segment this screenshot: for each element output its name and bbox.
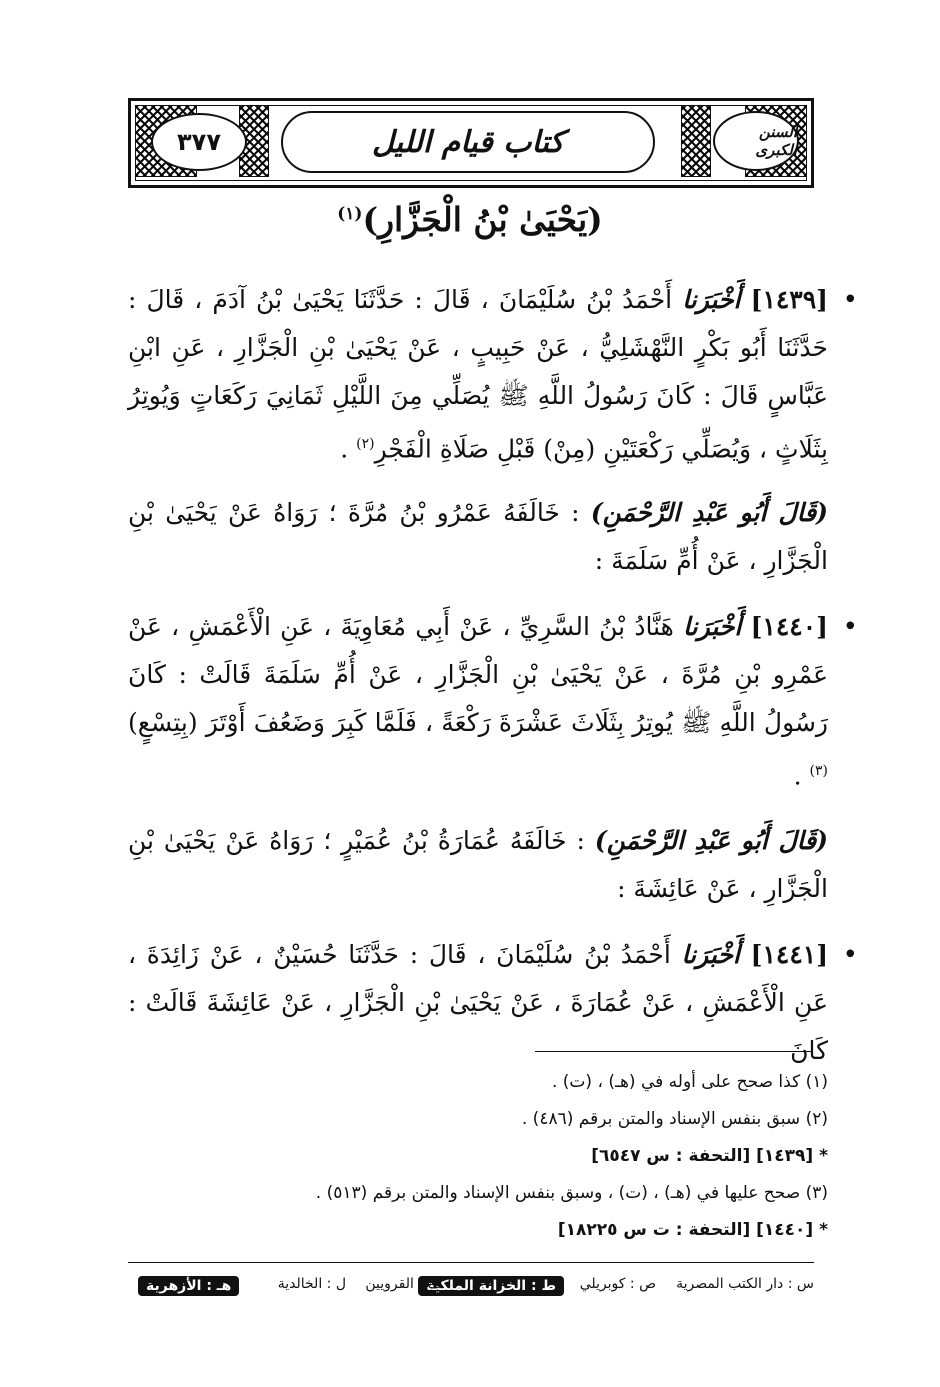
- bullet-icon: •: [842, 612, 858, 643]
- ornament-mid-right-icon: [681, 105, 711, 177]
- hadith-number: [١٤٤٠]: [750, 612, 828, 642]
- remark-label: (قَالَ أَبُو عَبْدِ الرَّحْمَنِ): [590, 498, 828, 528]
- hadith-remark: [128, 489, 828, 585]
- hadith-number: [١٤٣٩]: [750, 285, 828, 314]
- tuhfa-reference: * [١٤٣٩] [التحفة : س ٦٥٤٧]: [591, 1146, 828, 1166]
- book-title: كتاب قيام الليل: [281, 111, 655, 173]
- legend-divider: [128, 1262, 814, 1263]
- legend-item: ل : الخالدية: [277, 1276, 346, 1292]
- tuhfa-reference: * [١٤٤٠] [التحفة : ت س ١٨٢٢٥]: [557, 1220, 828, 1240]
- legend-item-highlighted: ط : الخزانة الملكية: [418, 1276, 564, 1296]
- footnote: (٣) صحح عليها في (هـ) ، (ت) ، وسبق بنفس الإسناد والمتن برقم (٥١٣) .: [315, 1183, 828, 1203]
- remark-label: (قَالَ أَبُو عَبْدِ الرَّحْمَنِ): [594, 825, 828, 855]
- hadith-body: [128, 276, 858, 1075]
- hadith-text: هَنَّادُ بْنُ السَّرِيِّ ، عَنْ أَبِي مُعَاوِيَةَ ، عَنِ الْأَعْمَشِ ، عَنْ عَمْرِو بْنِ مُرَّةَ ، عَنْ يَحْيَىٰ بْنِ الْجَزَّارِ ، عَنْ أُمِّ سَلَمَةَ قَالَتْ : كَانَ رَسُولُ اللَّهِ ﷺ يُوتِرُ بِثَلَاثَ عَشْرَةَ رَكْعَةً ، فَلَمَّا كَبِرَ وَضَعُفَ أَوْتَرَ (بِتِسْعٍ): [128, 612, 828, 738]
- chapter-footnote-ref: (١): [337, 204, 363, 224]
- hadith-footnote-ref: (٢): [356, 436, 375, 452]
- hadith-text: أَحْمَدُ بْنُ سُلَيْمَانَ ، قَالَ : حَدَّثَنَا يَحْيَىٰ بْنُ آدَمَ ، قَالَ : حَدَّثَنَا أَبُو بَكْرٍ النَّهْشَلِيُّ ، عَنْ حَبِيبٍ ، عَنْ يَحْيَىٰ بْنِ الْجَزَّارِ ، عَنِ ابْنِ عَبَّاسٍ قَالَ : كَانَ رَسُولُ اللَّهِ ﷺ يُصَلِّي مِنَ اللَّيْلِ ثَمَانِيَ رَكَعَاتٍ وَيُوتِرُ بِثَلَاثٍ ، وَيُصَلِّي رَكْعَتَيْنِ (مِنْ) قَبْلِ صَلَاةِ الْفَجْرِ: [128, 285, 828, 464]
- hadith-entry: [128, 931, 858, 1075]
- hadith-text: أَحْمَدُ بْنُ سُلَيْمَانَ ، قَالَ : حَدَّثَنَا حُسَيْنٌ ، عَنْ زَائِدَةَ ، عَنِ الْأَعْمَشِ ، عَنْ عُمَارَةَ ، عَنْ يَحْيَىٰ بْنِ الْجَزَّارِ ، عَنْ عَائِشَةَ قَالَتْ : كَانَ: [128, 939, 828, 1065]
- hadith-entry: • [١٤٤٠] أَخْبَرَنا هَنَّادُ بْنُ السَّرِيِّ ، عَنْ أَبِي مُعَاوِيَةَ ، عَنِ الْأَعْمَشِ ، عَنْ عَمْرِو بْنِ مُرَّةَ ، عَنْ يَحْيَىٰ بْنِ الْجَزَّارِ ، عَنْ أُمِّ سَلَمَةَ قَالَتْ : كَانَ رَسُولُ اللَّهِ ﷺ يُوتِرُ بِثَلَاثَ عَشْرَةَ رَكْعَةً ، فَلَمَّا كَبِرَ وَضَعُفَ أَوْتَرَ (بِتِسْعٍ)$^{(٣)}$ .: [128, 603, 828, 800]
- legend-item-highlighted: هـ : الأزهرية: [138, 1276, 239, 1296]
- footnote: (١) كذا صحح على أوله في (هـ) ، (ت) .: [551, 1072, 828, 1092]
- bullet-icon: •: [842, 285, 858, 315]
- legend-item: ف : القرويين: [365, 1276, 442, 1292]
- page-number: ٣٧٧: [151, 113, 247, 171]
- remark-text: : خَالَفَهُ عُمَارَةُ بْنُ عُمَيْرٍ ؛ رَوَاهُ عَنْ يَحْيَىٰ بْنِ الْجَزَّارِ ، عَنْ عَائِشَةَ :: [128, 825, 828, 903]
- legend-item: س : دار الكتب المصرية: [676, 1276, 814, 1292]
- hadith-remark: [128, 817, 828, 913]
- hadith-number: [١٤٤١]: [750, 939, 829, 969]
- hadith-reporter: أَخْبَرَنا: [681, 939, 740, 969]
- bullet-icon: •: [842, 939, 858, 970]
- footnote: (٢) سبق بنفس الإسناد والمتن برقم (٤٨٦) .: [521, 1109, 828, 1129]
- manuscript-legend: [128, 1270, 814, 1306]
- chapter-heading: [0, 200, 940, 239]
- remark-text: : خَالَفَهُ عَمْرُو بْنُ مُرَّةَ ؛ رَوَاهُ عَنْ يَحْيَىٰ بْنِ الْجَزَّارِ ، عَنْ أُمِّ سَلَمَةَ :: [128, 498, 828, 576]
- footnote-divider: [535, 1051, 811, 1052]
- hadith-entry: • [١٤٣٩] أَخْبَرَنا أَحْمَدُ بْنُ سُلَيْمَانَ ، قَالَ : حَدَّثَنَا يَحْيَىٰ بْنُ آدَمَ ، قَالَ : حَدَّثَنَا أَبُو بَكْرٍ النَّهْشَلِيُّ ، عَنْ حَبِيبٍ ، عَنْ يَحْيَىٰ بْنِ الْجَزَّارِ ، عَنِ ابْنِ عَبَّاسٍ قَالَ : كَانَ رَسُولُ اللَّهِ ﷺ يُصَلِّي مِنَ اللَّيْلِ ثَمَانِيَ رَكَعَاتٍ وَيُوتِرُ بِثَلَاثٍ ، وَيُصَلِّي رَكْعَتَيْنِ (مِنْ) قَبْلِ صَلَاةِ الْفَجْرِ$^{(٢)}$ .: [128, 276, 828, 473]
- hadith-reporter: أَخْبَرَنا: [683, 612, 742, 642]
- chapter-title: (يَحْيَىٰ بْنُ الْجَزَّارِ): [362, 200, 603, 239]
- hadith-reporter: أَخْبَرَنا: [682, 285, 741, 314]
- footnotes: [128, 1064, 828, 1249]
- book-seal-logo: السنن الكبرى: [713, 111, 799, 171]
- hadith-footnote-ref: (٣): [809, 763, 828, 780]
- page-header: [128, 98, 814, 188]
- legend-item: ص : كوبريلي: [579, 1276, 656, 1292]
